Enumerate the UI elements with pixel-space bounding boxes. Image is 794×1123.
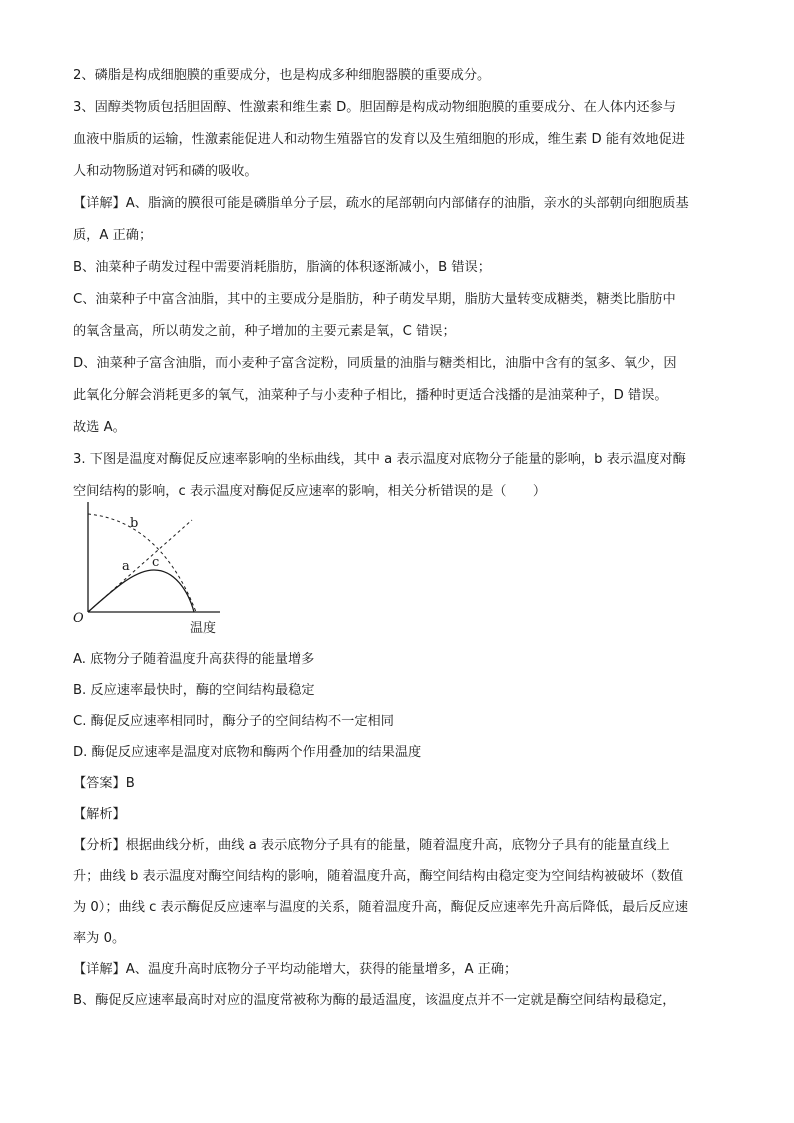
answer-line: 【答案】B <box>73 776 135 791</box>
curve-c <box>88 570 194 612</box>
text-line: 3、固醇类物质包括胆固醇、性激素和维生素 D。胆固醇是构成动物细胞膜的重要成分、在人体内还参与 <box>73 100 676 115</box>
text-line: 质，A 正确； <box>73 228 153 243</box>
text-line: B、油菜种子萌发过程中需要消耗脂肪，脂滴的体积逐渐减小，B 错误； <box>73 260 491 275</box>
temperature-curve-figure <box>70 500 240 645</box>
origin-label: O <box>73 611 84 626</box>
text-line: 【详解】A、温度升高时底物分子平均动能增大，获得的能量增多，A 正确； <box>73 962 518 977</box>
option-b: B. 反应速率最快时，酶的空间结构最稳定 <box>73 683 315 698</box>
text-line: 2、磷脂是构成细胞膜的重要成分，也是构成多种细胞器膜的重要成分。 <box>73 68 491 83</box>
label-b: b <box>130 516 139 531</box>
text-line: 率为 0。 <box>73 931 126 946</box>
option-a: A. 底物分子随着温度升高获得的能量增多 <box>73 652 315 667</box>
text-line: 此氧化分解会消耗更多的氧气，油菜种子与小麦种子相比，播种时更适合浅播的是油菜种子，D 错误。 <box>73 388 668 403</box>
text-line: C、油菜种子中富含油脂，其中的主要成分是脂肪，种子萌发早期，脂肪大量转变成糖类，糖类比脂肪中 <box>73 292 676 307</box>
text-line: 为 0）；曲线 c 表示酶促反应速率与温度的关系，随着温度升高，酶促反应速率先升高后降低，最后反应速 <box>73 900 689 915</box>
text-line: 【分析】根据曲线分析，曲线 a 表示底物分子具有的能量，随着温度升高，底物分子具有的能量直线上 <box>73 838 670 853</box>
analysis-heading: 【解析】 <box>73 807 126 822</box>
text-line: 的氧含量高，所以萌发之前，种子增加的主要元素是氧，C 错误； <box>73 324 456 339</box>
question-3-line: 3. 下图是温度对酶促反应速率影响的坐标曲线，其中 a 表示温度对底物分子能量的影响，b 表示温度对酶 <box>73 452 686 467</box>
text-line: B、酶促反应速率最高时对应的温度常被称为酶的最适温度，该温度点并不一定就是酶空间结构最稳定， <box>73 993 676 1008</box>
option-d: D. 酶促反应速率是温度对底物和酶两个作用叠加的结果温度 <box>73 745 422 760</box>
text-line: 【详解】A、脂滴的膜很可能是磷脂单分子层，疏水的尾部朝向内部储存的油脂，亲水的头部朝向细胞质基 <box>73 196 689 211</box>
label-c: c <box>152 555 160 570</box>
label-a: a <box>122 559 130 574</box>
text-line: 故选 A。 <box>73 420 126 435</box>
option-c: C. 酶促反应速率相同时，酶分子的空间结构不一定相同 <box>73 714 394 729</box>
text-line: 人和动物肠道对钙和磷的吸收。 <box>73 164 258 179</box>
question-3-line: 空间结构的影响，c 表示温度对酶促反应速率的影响，相关分析错误的是（ ） <box>73 484 547 499</box>
curve-diagram <box>70 500 240 645</box>
x-axis-label: 温度 <box>190 621 217 636</box>
text-line: D、油菜种子富含油脂，而小麦种子富含淀粉，同质量的油脂与糖类相比，油脂中含有的氢多、氧少，因 <box>73 356 677 371</box>
text-line: 升；曲线 b 表示温度对酶空间结构的影响，随着温度升高，酶空间结构由稳定变为空间结构被破坏（数值 <box>73 869 684 884</box>
text-line: 血液中脂质的运输，性激素能促进人和动物生殖器官的发育以及生殖细胞的形成，维生素 D 能有效地促进 <box>73 132 685 147</box>
